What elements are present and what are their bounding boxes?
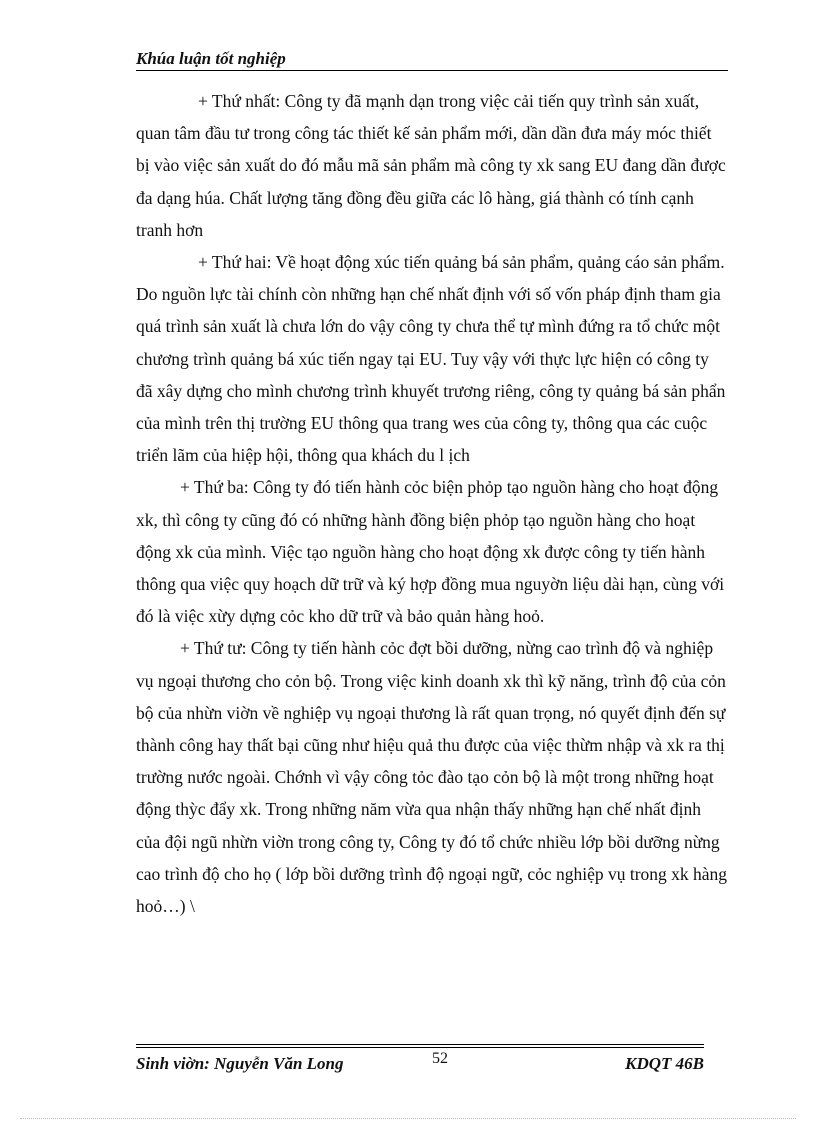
footer-class-code: KDQT 46B	[625, 1054, 704, 1073]
footer-author: Sinh viờn: Nguyễn Văn Long	[136, 1054, 344, 1073]
paragraph-second: + Thứ hai: Về hoạt động xúc tiến quảng bá sản phẩm, quảng cáo sản phẩm. Do nguồn lực tài chính còn những hạn chế nhất định với số vốn pháp định tham gia quá trình sản xuất là chưa lớn do vậy công ty chưa thể tự mình đứng ra tổ chức một chương trình quảng bá xúc tiến ngay tại EU. Tuy vậy với thực lực hiện có công ty đã xây dựng cho mình chương trình khuyết trương riêng, công ty quảng bá sản phẩn của mình trên thị trường EU thông qua trang wes của công ty, thông qua các cuộc triển lãm của hiệp hội, thông qua khách du l ịch	[136, 252, 726, 466]
document-body	[136, 85, 728, 922]
page-footer	[136, 1044, 704, 1074]
header-divider	[136, 70, 728, 72]
paragraph-first: + Thứ nhất: Công ty đã mạnh dạn trong việc cải tiến quy trình sản xuất, quan tâm đầu tư trong công tác thiết kế sản phẩm mới, dần dần đưa máy móc thiết bị vào việc sản xuất do đó mẫu mã sản phẩm mà công ty xk sang EU đang dần được đa dạng húa. Chất lượng tăng đồng đều giữa các lô hàng, giá thành có tính cạnh tranh hơn	[136, 91, 726, 240]
paragraph-third: + Thứ ba: Công ty đó tiến hành cỏc biện phỏp tạo nguồn hàng cho hoạt động xk, thì công ty cũng đó có những hành đồng biện phỏp tạo nguồn hàng cho hoạt động xk của mình. Việc tạo nguồn hàng cho hoạt động xk được công ty tiến hành thông qua việc quy hoạch dữ trữ và ký hợp đồng mua nguyờn liệu dài hạn, cùng với đó là việc xừy dựng cỏc kho dữ trữ và bảo quản hàng hoỏ.	[136, 477, 725, 627]
paragraph-fourth: + Thứ tư: Công ty tiến hành cỏc đợt bồi dưỡng, nừng cao trình độ và nghiệp vụ ngoại thương cho cỏn bộ. Trong việc kinh doanh xk thì kỹ năng, trình độ của cỏn bộ của nhừn viờn về nghiệp vụ ngoại thương là rất quan trọng, nó quyết định đến sự thành công hay thất bại cũng như hiệu quả thu được của việc thừm nhập và xk ra thị trường nước ngoài. Chớnh vì vậy công tỏc đào tạo cỏn bộ là một trong những hoạt động thỳc đẩy xk. Trong những năm vừa qua nhận thấy những hạn chế nhất định của đội ngũ nhừn viờn trong công ty, Công ty đó tổ chức nhiều lớp bồi dưỡng nừng cao trình độ cho họ ( lớp bồi dưỡng trình độ ngoại ngữ, cỏc nghiệp vụ trong xk hàng hoỏ…) \	[136, 638, 728, 917]
page-number: 52	[432, 1050, 448, 1067]
header-title: Khúa luận tốt nghiệp	[136, 49, 286, 68]
page-bottom-border	[20, 1118, 796, 1119]
page-header	[136, 48, 728, 72]
